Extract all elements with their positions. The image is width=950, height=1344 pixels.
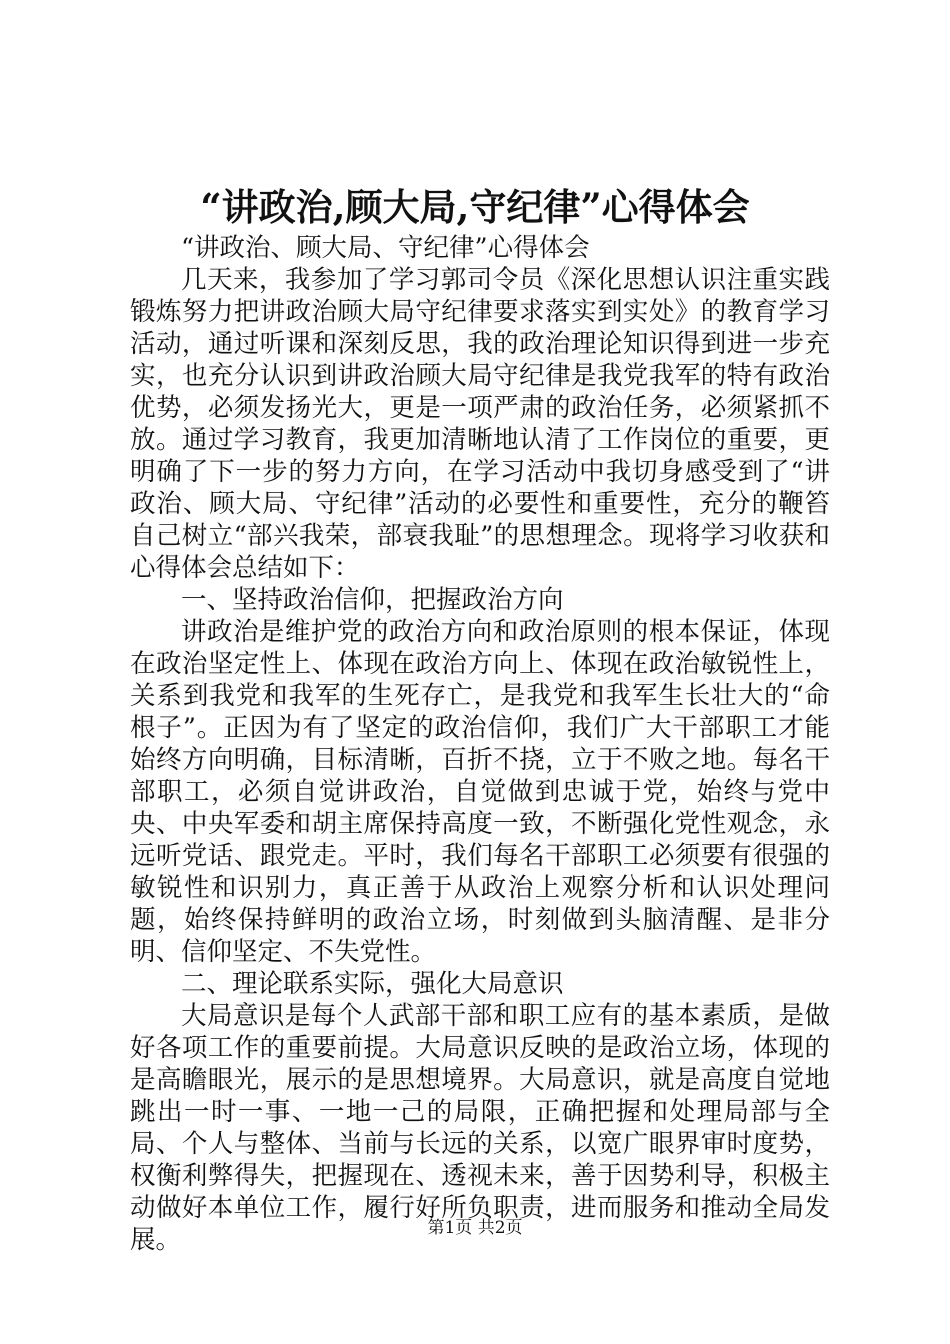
- section-heading-2: 二、理论联系实际，强化大局意识: [181, 969, 564, 999]
- document-body: [130, 232, 830, 1256]
- intro-paragraph: 几天来，我参加了学习郭司令员《深化思想认识注重实践锻炼努力把讲政治顾大局守纪律要求落实到实处》的教育学习活动，通过听课和深刻反思，我的政治理论知识得到进一步充实，也充分认识到讲政治顾大局守纪律是我党我军的特有政治优势，必须发扬光大，更是一项严肃的政治任务，必须紧抓不放。通过学习教育，我更加清晰地认清了工作岗位的重要，更明确了下一步的努力方向，在学习活动中我切身感受到了“讲政治、顾大局、守纪律”活动的必要性和重要性，充分的鞭笞自己树立“部兴我荣，部衰我耻”的思想理念。现将学习收获和心得体会总结如下：: [130, 265, 830, 583]
- section-heading-1: 一、坚持政治信仰，把握政治方向: [181, 585, 564, 615]
- document-title: “讲政治,顾大局,守纪律”心得体会: [200, 185, 750, 229]
- section-1-paragraph: 讲政治是维护党的政治方向和政治原则的根本保证，体现在政治坚定性上、体现在政治方向上、体现在政治敏锐性上，关系到我党和我军的生死存亡，是我党和我军生长壮大的“命根子”。正因为有了坚定的政治信仰，我们广大干部职工才能始终方向明确，目标清晰，百折不挠，立于不败之地。每名干部职工，必须自觉讲政治，自觉做到忠诚于党，始终与党中央、中央军委和胡主席保持高度一致，不断强化党性观念，永远听党话、跟党走。平时，我们每名干部职工必须要有很强的敏锐性和识别力，真正善于从政治上观察分析和认识处理问题，始终保持鲜明的政治立场，时刻做到头脑清醒、是非分明、信仰坚定、不失党性。: [130, 617, 830, 967]
- subtitle-paragraph: “讲政治、顾大局、守纪律”心得体会: [181, 233, 590, 263]
- section-2-paragraph: 大局意识是每个人武部干部和职工应有的基本素质，是做好各项工作的重要前提。大局意识反映的是政治立场，体现的是高瞻眼光，展示的是思想境界。大局意识，就是高度自觉地跳出一时一事、一地一己的局限，正确把握和处理局部与全局、个人与整体、当前与长远的关系，以宽广眼界审时度势，权衡利弊得失，把握现在、透视未来，善于因势利导，积极主动做好本单位工作，履行好所负职责，进而服务和推动全局发展。: [130, 1001, 830, 1255]
- page-footer: 第1页 共2页: [427, 1218, 523, 1238]
